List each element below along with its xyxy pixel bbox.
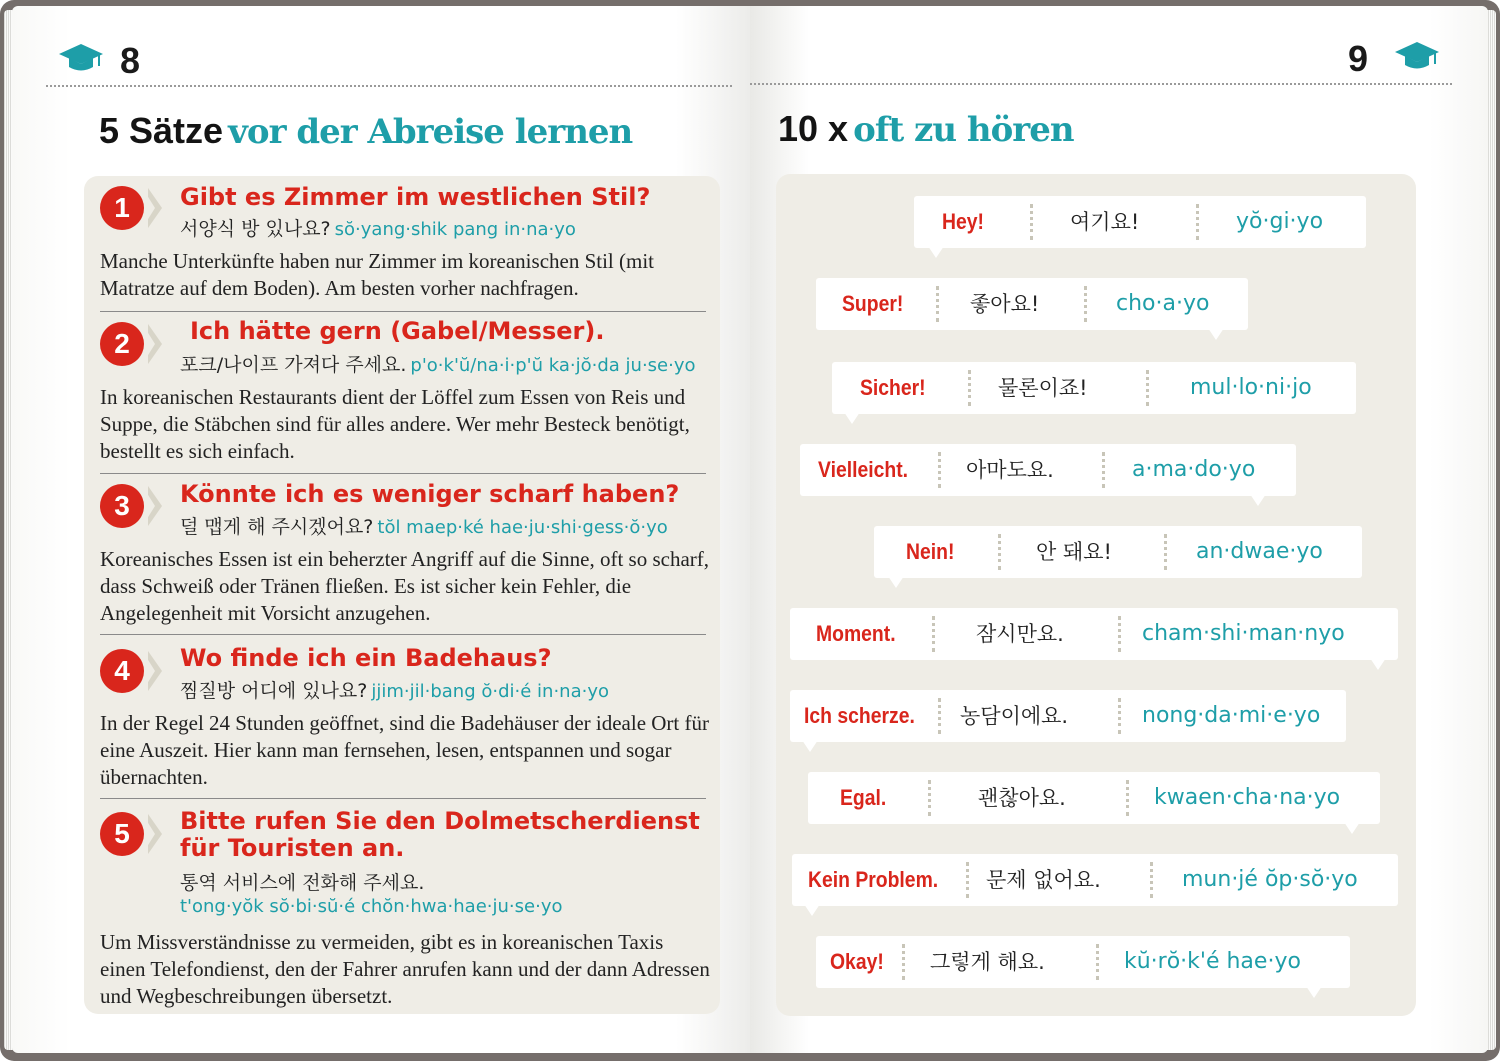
phrase-german: Hey! [942,209,984,234]
bubble-tail [1344,822,1360,834]
phrase-bubble [816,278,1248,330]
romanization: jjim·jil·bang ŏ·di·é in·na·yo [371,681,609,702]
dotted-separator [902,944,905,980]
dotted-separator [1196,204,1199,240]
dotted-separator [1096,944,1099,980]
romanization: tŏl maep·ké hae·ju·shi·gess·ŏ·yo [377,517,668,538]
graduation-cap-icon [58,42,104,74]
title-black: 5 Sätze [99,110,224,151]
dotted-separator [1084,286,1087,322]
bubble-tail [802,740,818,752]
phrase-romanization-line [180,895,562,917]
page-number: 8 [120,40,141,81]
phrase-romanization: yŏ·gi·yo [1236,209,1324,234]
phrase-korean: 물론이죠! [998,376,1088,400]
dotted-separator [1164,534,1167,570]
phrase-korean: 아마도요. [966,458,1054,482]
phrase-german: Super! [842,291,904,316]
bubble-tail [844,412,860,424]
phrase-korean: 농담이에요. [960,704,1069,728]
title-teal: vor der Abreise lernen [228,112,633,152]
korean-text: 찜질방 어디에 있나요? [180,680,368,702]
phrase-romanization: an·dwae·yo [1196,539,1323,564]
phrase-description: Um Missverständnisse zu vermeiden, gibt es in koreanischen Taxis einen Telefondienst, den der Fahrer anrufen kann und der dann Adressen und Wegbeschreibungen übersetzt. [100,930,710,1008]
phrase-korean [180,350,696,377]
korean-text: 통역 서비스에 전화해 주세요. [180,872,425,894]
entry-divider [100,798,706,799]
romanization: t'ong·yŏk sŏ·bi·sŭ·é chŏn·hwa·hae·ju·se·yo [180,896,563,917]
phrase-german: Bitte rufen Sie den Dolmetscherdienst für Touristen an. [180,807,700,862]
phrase-korean: 좋아요! [970,292,1040,316]
phrase-romanization: mun·jé ŏp·sŏ·yo [1182,867,1358,892]
romanization: sŏ·yang·shik pang in·na·yo [334,219,576,240]
chevron-icon [148,188,162,228]
phrase-german: Egal. [840,785,887,810]
phrase-description: Manche Unterkünfte haben nur Zimmer im koreanischen Stil (mit Matratze auf dem Boden). Am besten vorher nachfragen. [100,249,655,300]
entry-divider [100,311,706,312]
title-black: 10 x [778,108,849,149]
phrase-korean: 괜찮아요. [978,786,1066,810]
phrase-bubble [790,690,1346,742]
phrase-description: In der Regel 24 Stunden geöffnet, sind die Badehäuser der ideale Ort für eine Auszeit. Hier kann man fernsehen, lesen, entspannen und sogar übernachten. [100,711,709,789]
phrase-german: Kein Problem. [808,867,939,892]
phrase-romanization: nong·da·mi·e·yo [1142,703,1321,728]
phrase-bubble [816,936,1350,988]
entry-number: 1 [100,186,144,230]
phrases-box [84,176,720,1014]
dotted-separator [1118,616,1121,652]
korean-text: 서양식 방 있나요? [180,218,331,240]
entry-divider [100,473,706,474]
entry-number: 3 [100,484,144,528]
header-divider [46,85,732,87]
dotted-separator [1126,780,1129,816]
phrase-romanization: cho·a·yo [1116,291,1210,316]
phrase-bubble [800,444,1296,496]
phrase-romanization: a·ma·do·yo [1132,457,1256,482]
title-teal: oft zu hören [853,110,1074,150]
phrase-bubble [792,854,1398,906]
phrase-german: Moment. [816,621,896,646]
romanization: p'o·k'ŭ/na·i·p'ŭ ka·jŏ·da ju·se·yo [410,355,696,376]
chevron-icon [148,651,162,691]
phrase-german: Könnte ich es weniger scharf haben? [180,480,680,508]
dotted-separator [932,616,935,652]
phrase-romanization: kwaen·cha·na·yo [1154,785,1341,810]
dotted-separator [938,698,941,734]
header-divider [750,83,1452,85]
dotted-separator [928,780,931,816]
phrase-bubble [874,526,1362,578]
phrase-korean: 문제 없어요. [986,868,1101,892]
korean-text: 덜 맵게 해 주시겠어요? [180,516,374,538]
bubble-tail [804,904,820,916]
korean-text: 포크/나이프 가져다 주세요. [180,354,407,376]
phrase-korean [180,512,668,539]
phrase-korean: 안 돼요! [1036,540,1112,564]
phrase-german: Okay! [830,949,884,974]
bubble-tail [1250,494,1266,506]
dotted-separator [1030,204,1033,240]
phrase-german: Wo finde ich ein Badehaus? [180,644,552,672]
phrase-romanization: mul·lo·ni·jo [1190,375,1312,400]
phrase-bubble [832,362,1356,414]
phrase-bubble [808,772,1380,824]
phrase-german: Sicher! [860,375,926,400]
phrase-german: Gibt es Zimmer im westlichen Stil? [180,183,651,211]
dotted-separator [966,862,969,898]
phrase-bubble [790,608,1398,660]
phrase-description: Koreanisches Essen ist ein beherzter Angriff auf die Sinne, oft so scharf, dass Schweiß oder Tränen fließen. Es ist sicher kein Fehler, die Angelegenheit mit Vorsicht anzugehen. [100,547,710,625]
common-phrases-box [776,174,1416,1016]
dotted-separator [1150,862,1153,898]
phrase-description: In koreanischen Restaurants dient der Löffel zum Essen von Reis und Suppe, die Stäbchen sind für alles andere. Wer mehr Besteck benötigt, bestellt es sich einfach. [100,385,690,463]
phrase-korean [180,214,576,241]
bubble-tail [888,576,904,588]
bubble-tail [928,246,944,258]
phrase-korean [180,868,424,895]
dotted-separator [938,452,941,488]
dotted-separator [1146,370,1149,406]
phrase-bubble [914,196,1366,248]
chevron-icon [148,486,162,526]
entry-number: 4 [100,649,144,693]
phrase-korean: 여기요! [1070,210,1140,234]
page-number: 9 [1348,38,1369,79]
bubble-tail [1370,658,1386,670]
phrase-romanization: cham·shi·man·nyo [1142,621,1345,646]
phrase-german: Ich scherze. [804,703,915,728]
page-title [99,110,632,152]
phrase-romanization: kŭ·rŏ·k'é hae·yo [1124,949,1301,974]
dotted-separator [968,370,971,406]
phrase-german: Nein! [906,539,955,564]
dotted-separator [1102,452,1105,488]
chevron-icon [148,814,162,854]
phrase-korean: 그렇게 해요. [930,950,1045,974]
phrase-german: Vielleicht. [818,457,909,482]
entry-number: 2 [100,322,144,366]
entry-divider [100,634,706,635]
entry-number: 5 [100,812,144,856]
page-title [778,108,1074,150]
graduation-cap-icon [1394,40,1440,72]
chevron-icon [148,324,162,364]
bubble-tail [1306,986,1322,998]
dotted-separator [936,286,939,322]
phrase-korean: 잠시만요. [976,622,1064,646]
dotted-separator [1118,698,1121,734]
phrase-german: Ich hätte gern (Gabel/Messer). [190,317,605,345]
bubble-tail [1208,328,1224,340]
dotted-separator [998,534,1001,570]
phrase-korean [180,676,609,703]
